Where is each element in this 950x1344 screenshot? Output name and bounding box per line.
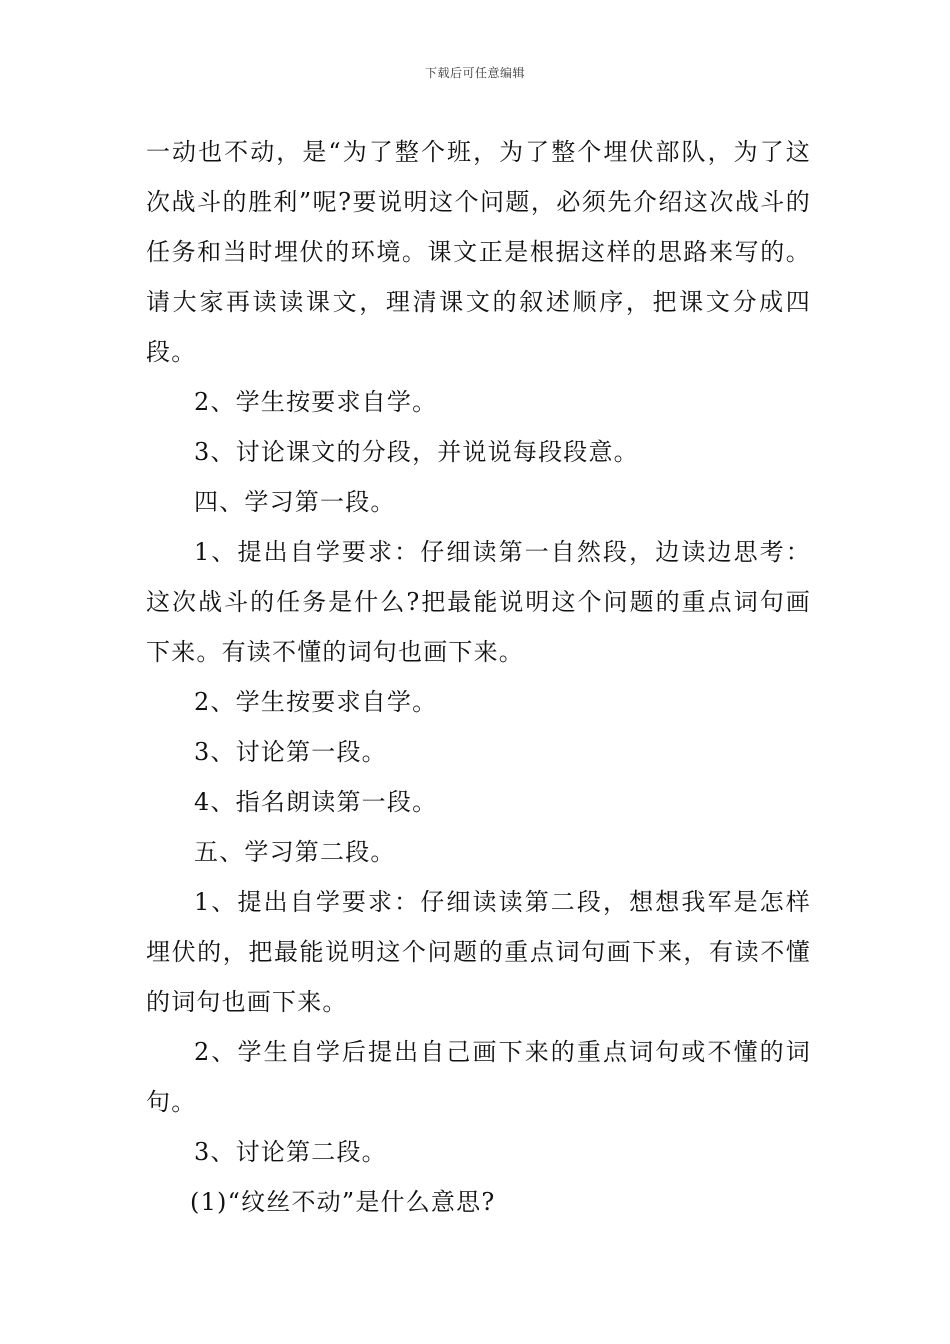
paragraph-step-1: 1、提出自学要求：仔细读读第二段，想想我军是怎样埋伏的，把最能说明这个问题的重点词句画下来，有读不懂的词句也画下来。 <box>146 888 811 1016</box>
paragraph-step-2: 2、学生按要求自学。 <box>194 688 438 716</box>
document-body <box>146 127 811 1227</box>
paragraph-question-1: (1)“纹丝不动”是什么意思? <box>190 1188 496 1216</box>
page-header: 下载后可任意编辑 <box>424 66 525 80</box>
paragraph-step-4: 4、指名朗读第一段。 <box>194 788 438 816</box>
paragraph-continuation: 一动也不动，是“为了整个班，为了整个埋伏部队，为了这次战斗的胜利”呢?要说明这个问题，必须先介绍这次战斗的任务和当时埋伏的环境。课文正是根据这样的思路来写的。请大家再读读课文，理清课文的叙述顺序，把课文分成四段。 <box>146 138 811 366</box>
paragraph-step-3: 3、讨论第二段。 <box>194 1138 387 1166</box>
paragraph-step-2: 2、学生按要求自学。 <box>194 388 438 416</box>
paragraph-step-2: 2、学生自学后提出自己画下来的重点词句或不懂的词句。 <box>146 1038 811 1116</box>
paragraph-step-3: 3、讨论第一段。 <box>194 738 387 766</box>
paragraph-step-1: 1、提出自学要求：仔细读第一自然段，边读边思考：这次战斗的任务是什么?把最能说明这个问题的重点词句画下来。有读不懂的词句也画下来。 <box>146 538 811 666</box>
paragraph-step-3: 3、讨论课文的分段，并说说每段段意。 <box>194 438 639 466</box>
section-heading-5: 五、学习第二段。 <box>194 838 396 866</box>
section-heading-4: 四、学习第一段。 <box>194 488 396 516</box>
